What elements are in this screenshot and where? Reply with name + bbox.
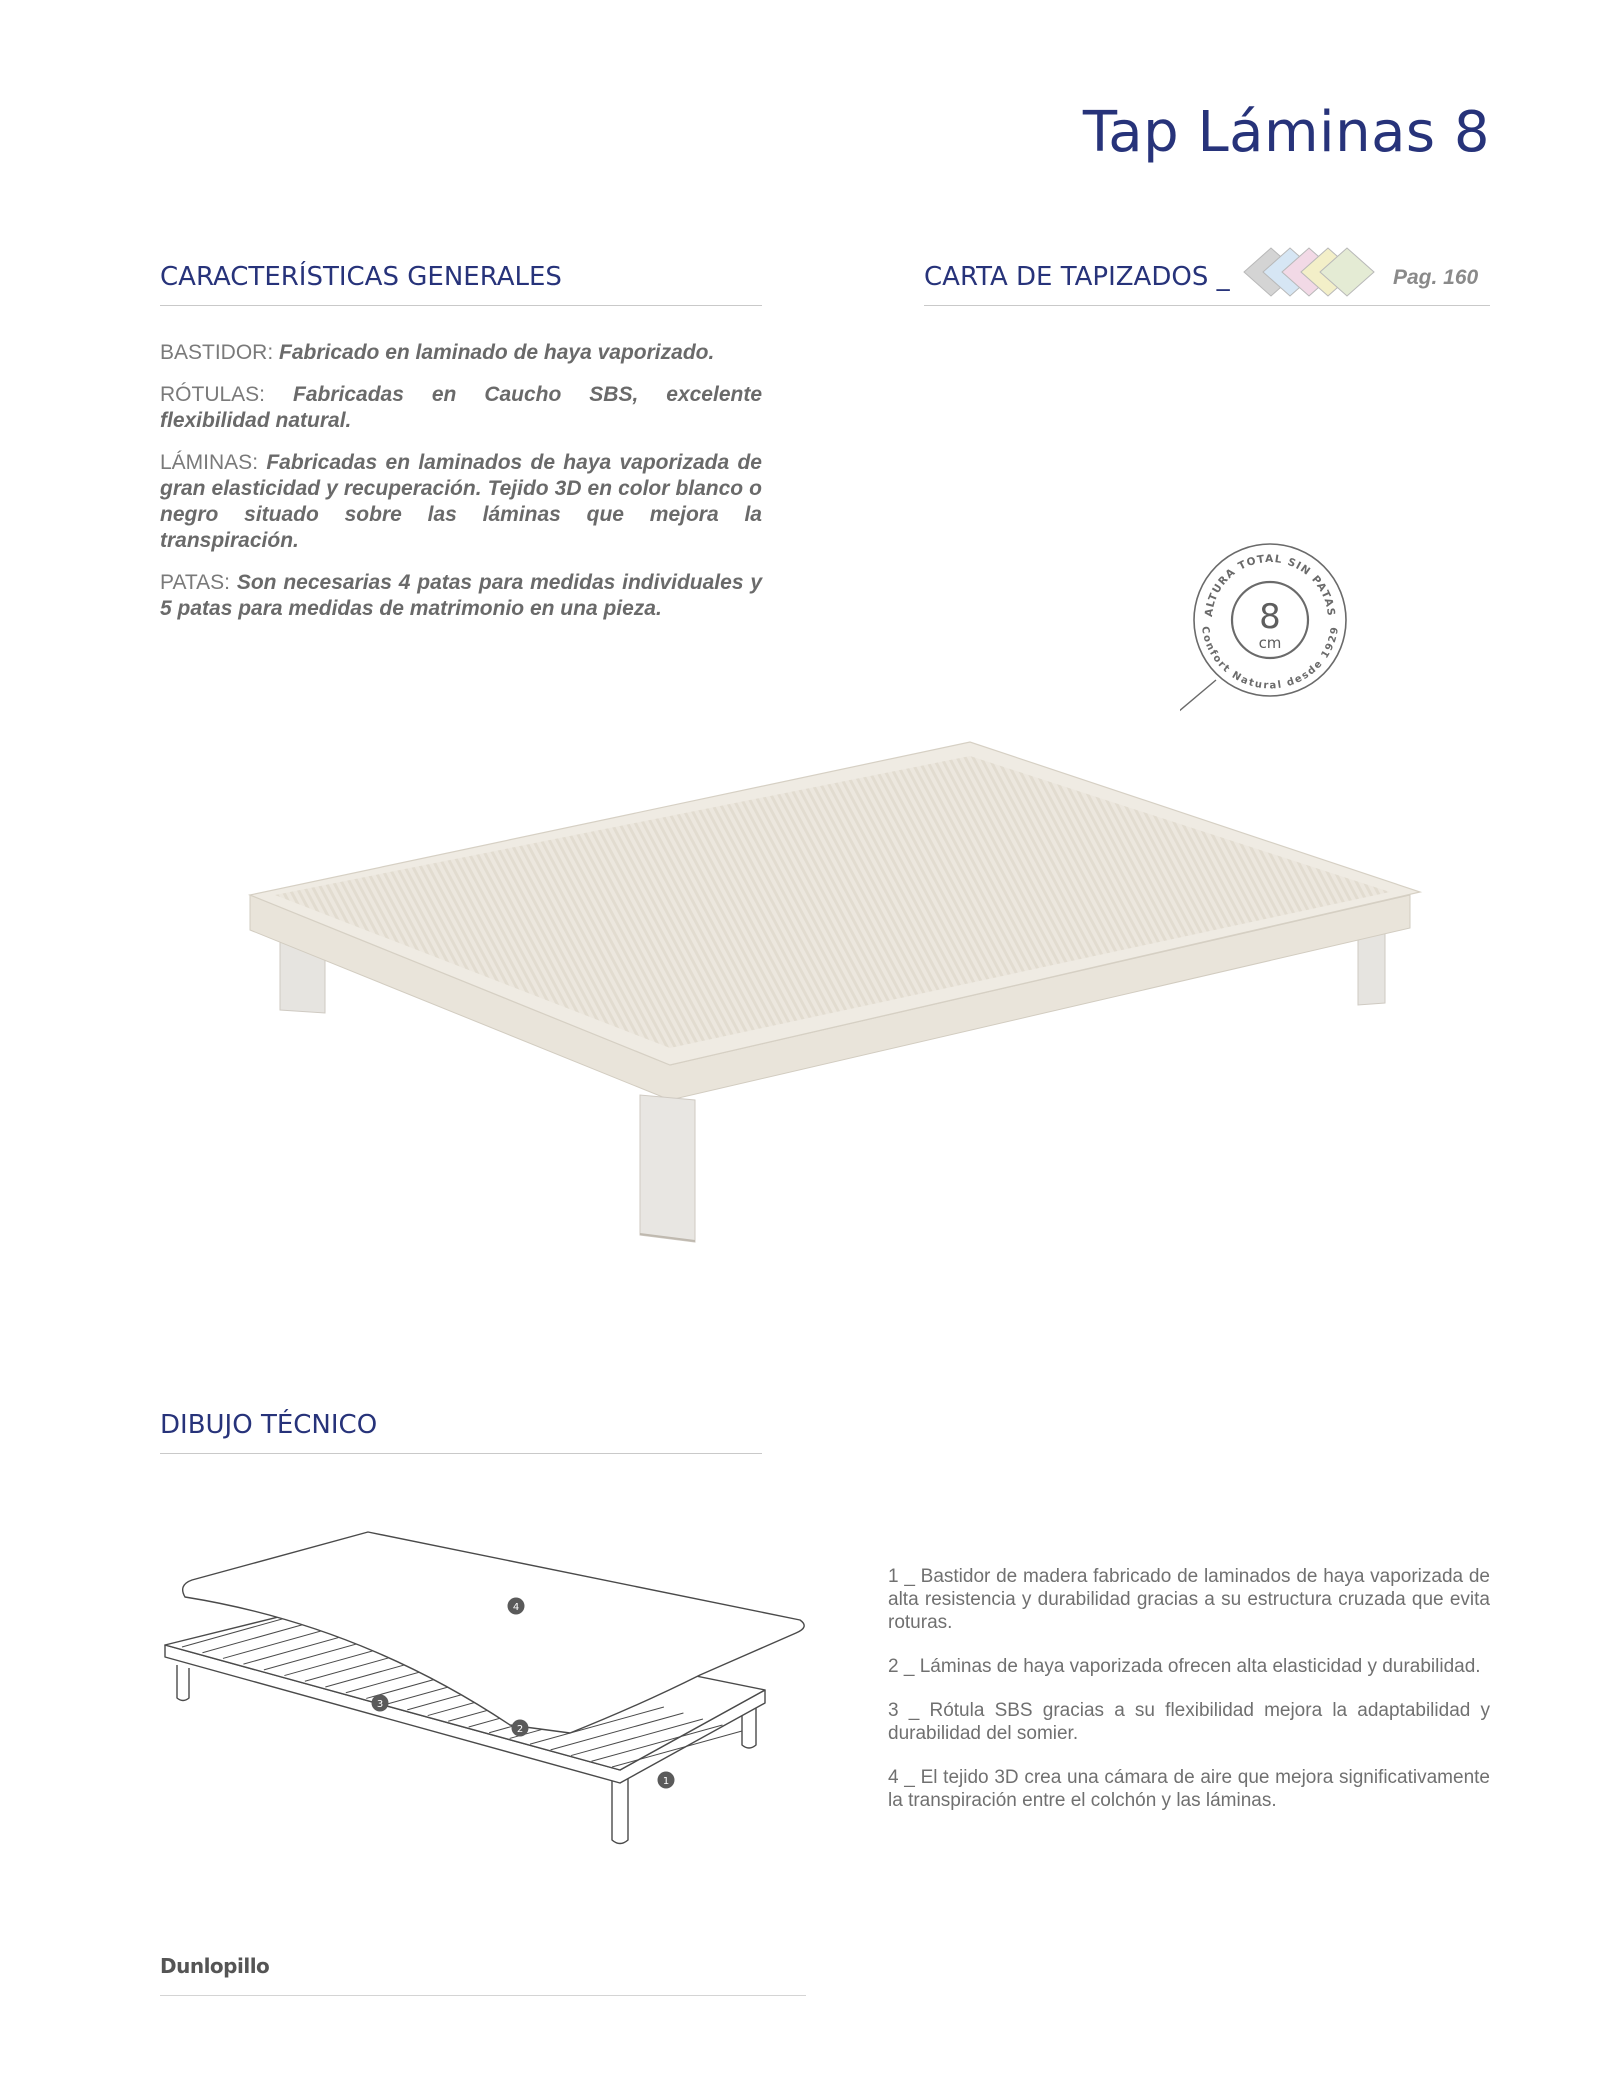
note-1: 1 _ Bastidor de madera fabricado de laminados de haya vaporizada de alta resistencia y durabilidad gracias a su estructura cruzada que evita roturas. [888, 1566, 1490, 1633]
callout-2: 2 [516, 1724, 524, 1735]
general-heading: CARACTERÍSTICAS GENERALES [160, 262, 562, 292]
leg-back-left [177, 1665, 189, 1701]
spec-rotulas: RÓTULAS: Fabricadas en Caucho SBS, excelente flexibilidad natural. [160, 383, 762, 432]
upholstery-divider [924, 305, 1490, 306]
footer-divider [160, 1995, 806, 1996]
badge-arc-bottom: Confort Natural desde 1929 [1198, 625, 1342, 692]
product-image [230, 720, 1450, 1280]
page-reference[interactable]: Pag. 160 [1393, 266, 1479, 289]
spec-bastidor: BASTIDOR: Fabricado en laminado de haya vaporizado. [160, 341, 715, 364]
badge-height-value: 8 [1259, 597, 1281, 637]
upholstery-heading: CARTA DE TAPIZADOS _ [924, 262, 1230, 292]
callout-4: 4 [512, 1602, 520, 1613]
note-2: 2 _ Láminas de haya vaporizada ofrecen alta elasticidad y durabilidad. [888, 1656, 1481, 1677]
badge-pointer-line [1180, 680, 1216, 712]
page-title: Tap Láminas 8 [1082, 100, 1490, 165]
callout-3: 3 [376, 1699, 384, 1710]
leg-front [640, 1095, 695, 1242]
fabric-swatches [1238, 244, 1383, 300]
note-4: 4 _ El tejido 3D crea una cámara de aire que mejora significativamente la transpiración entre el colchón y las láminas. [888, 1767, 1490, 1811]
technical-heading: DIBUJO TÉCNICO [160, 1410, 378, 1440]
technical-divider [160, 1453, 762, 1454]
height-badge [1180, 530, 1360, 720]
badge-arc-top: ALTURA TOTAL SIN PATAS [1202, 552, 1338, 618]
badge-height-unit: cm [1258, 634, 1282, 652]
callout-1: 1 [662, 1776, 670, 1787]
spec-list [160, 340, 762, 638]
spec-patas: PATAS: Son necesarias 4 patas para medidas individuales y 5 patas para medidas de matrimonio en una pieza. [160, 571, 762, 620]
brand-logo: Dunlopillo [160, 1954, 270, 1978]
general-divider [160, 305, 762, 306]
spec-laminas: LÁMINAS: Fabricadas en laminados de haya vaporizada de gran elasticidad y recuperación. Tejido 3D en color blanco o negro situado sobre las láminas que mejora la transpiración. [160, 451, 762, 552]
technical-notes [888, 1565, 1490, 1833]
note-3: 3 _ Rótula SBS gracias a su flexibilidad mejora la adaptabilidad y durabilidad del somier. [888, 1700, 1490, 1744]
technical-drawing [160, 1525, 820, 1860]
